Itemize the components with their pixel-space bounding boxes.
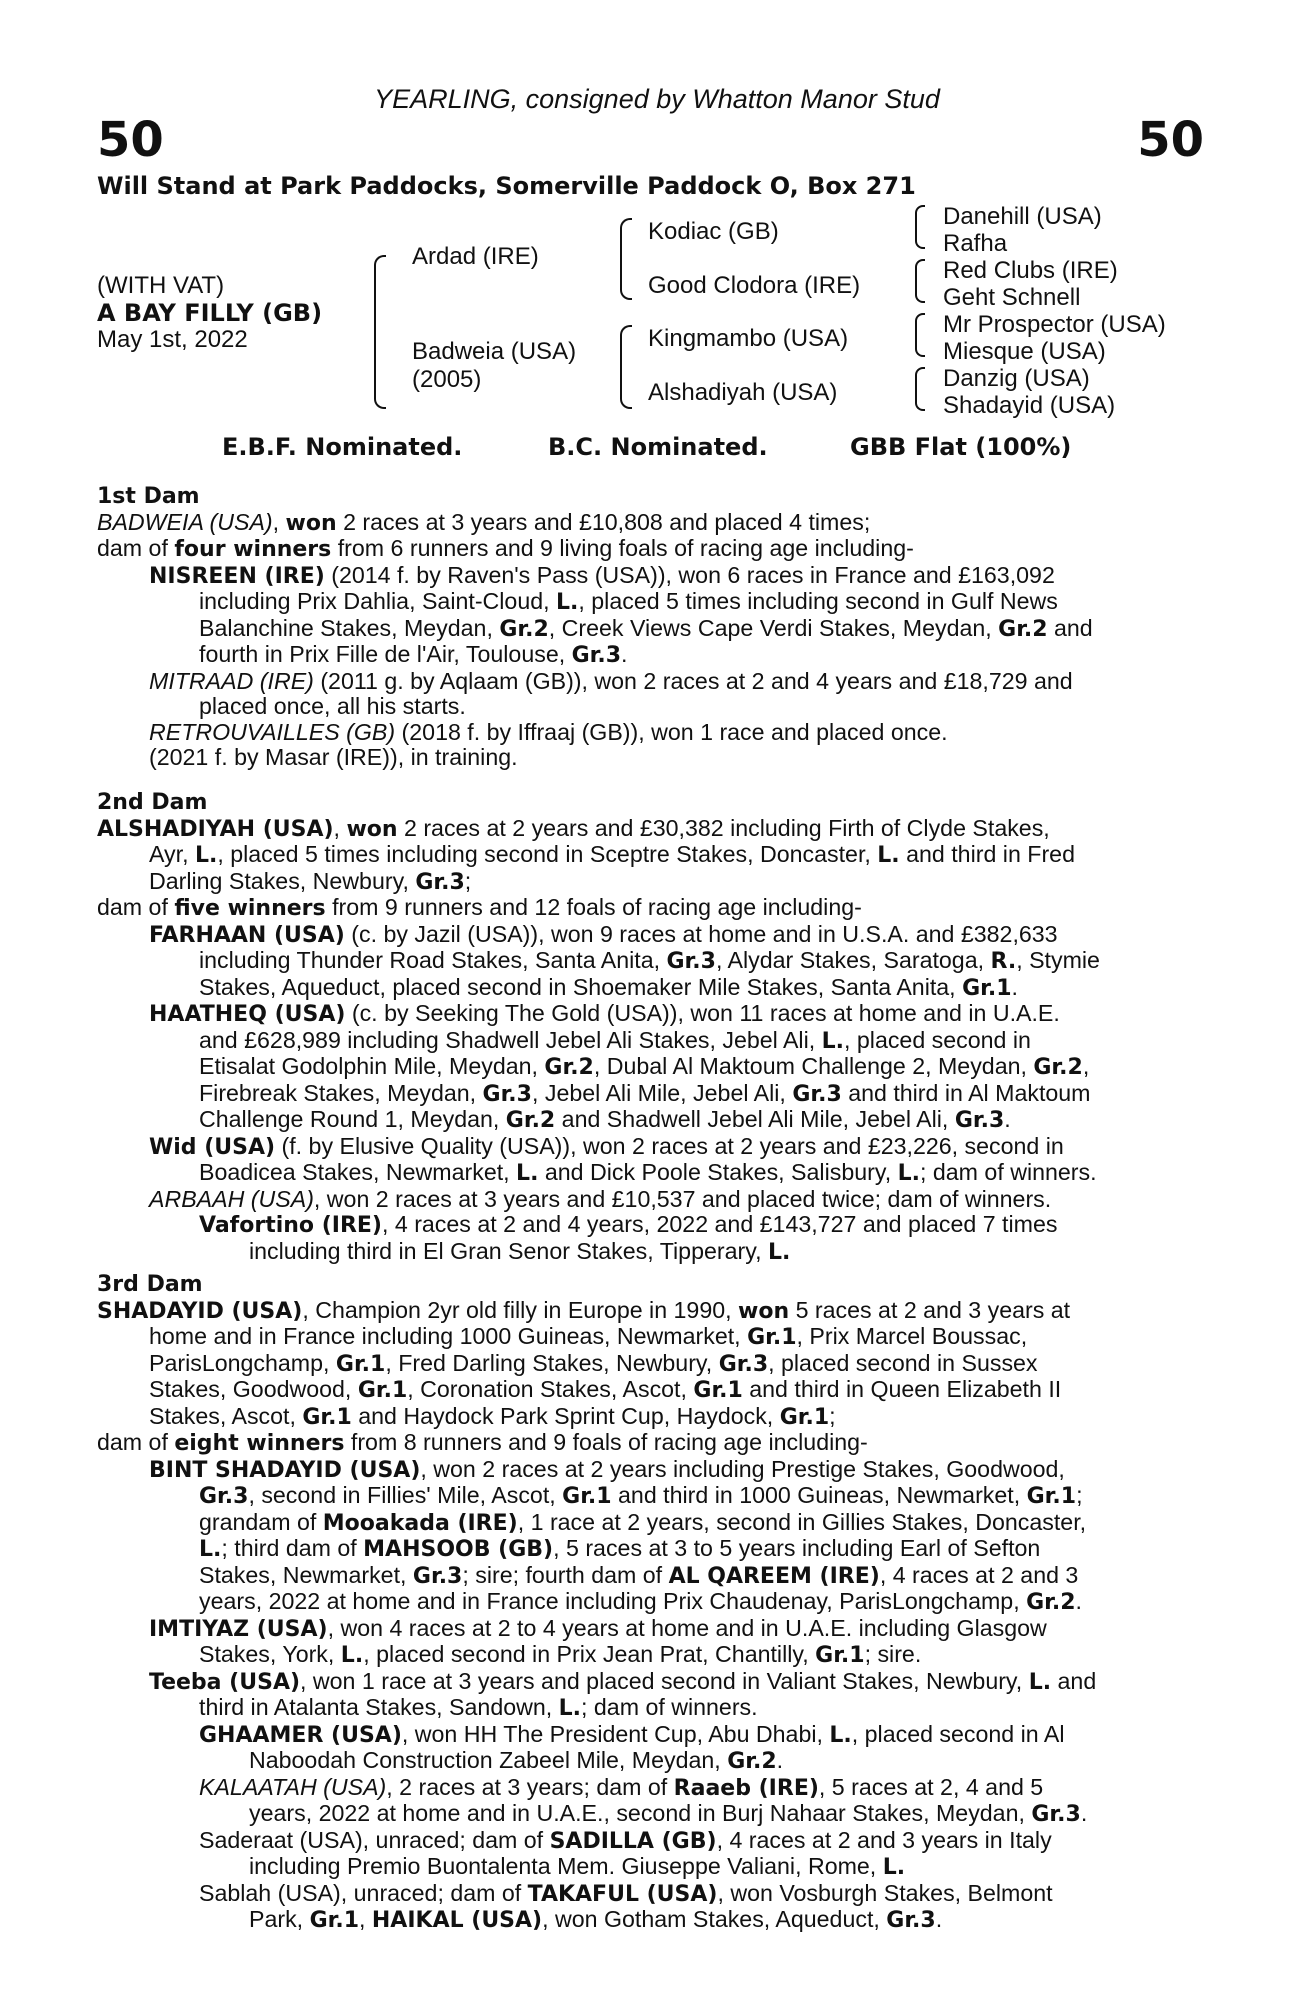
text: Gr.2 <box>544 1055 594 1080</box>
text: , Fred Darling Stakes, Newbury, <box>385 1349 719 1376</box>
text: , 2 races at 3 years; dam of <box>386 1773 674 1800</box>
text: R. <box>990 949 1017 974</box>
text: Raaeb (IRE) <box>673 1775 819 1801</box>
text: Boadicea Stakes, Newmarket, <box>199 1159 517 1185</box>
dam-name: SHADAYID (USA) <box>97 1298 303 1324</box>
great-grandparent: Geht Schnell <box>943 284 1081 311</box>
text: SADILLA (GB) <box>549 1828 717 1854</box>
text: , 4 races at 2 and 4 years, 2022 and £143,727 and placed 7 times <box>381 1211 1058 1237</box>
text: ; <box>464 867 472 894</box>
text: AL QAREEM (IRE) <box>668 1563 880 1589</box>
text: 5 races at 2 and 3 years at <box>789 1296 1071 1323</box>
text: Gr.1 <box>779 1404 830 1430</box>
vat-note: (WITH VAT) <box>97 272 225 299</box>
text: Gr.3 <box>571 643 622 668</box>
bc-nomination: B.C. Nominated. <box>548 433 768 461</box>
consignor-line: YEARLING, consigned by Whatton Manor Stud <box>374 84 940 114</box>
text: Gr.3 <box>415 869 465 895</box>
date-of-birth: May 1st, 2022 <box>97 326 248 353</box>
granddam-2: Alshadiyah (USA) <box>648 379 838 406</box>
text: , second in Fillies' Mile, Ascot, <box>248 1482 563 1508</box>
text: , placed 5 times including second in Gulf News <box>578 588 1058 614</box>
text: , placed 5 times including second in Sceptre Stakes, Doncaster, <box>217 841 878 867</box>
dam-name: ALSHADIYAH (USA) <box>97 816 334 842</box>
text: , Stymie <box>1016 947 1100 973</box>
text: Balanchine Stakes, Meydan, <box>199 614 500 641</box>
text: MAHSOOB (GB) <box>363 1537 554 1562</box>
text: , Prix Marcel Boussac, <box>796 1323 1028 1349</box>
text: Firebreak Stakes, Meydan, <box>199 1079 483 1106</box>
text: dam of <box>97 1429 175 1455</box>
text: , placed second in Al <box>851 1720 1065 1747</box>
text: ; third dam of <box>221 1535 364 1561</box>
stand-location: Will Stand at Park Paddocks, Somerville Paddock O, Box 271 <box>97 172 916 200</box>
text: , placed second in Sussex <box>768 1349 1038 1376</box>
text: Stakes, Newmarket, <box>199 1561 413 1588</box>
text: five winners <box>174 896 326 921</box>
sire: Ardad (IRE) <box>412 243 539 270</box>
progeny-name: MITRAAD (IRE) <box>149 667 314 694</box>
second-dam-section <box>97 790 1197 1265</box>
text: and <box>1047 614 1093 641</box>
great-grandparent: Shadayid (USA) <box>943 392 1116 419</box>
section-heading: 3rd Dam <box>97 1272 203 1297</box>
text: years, 2022 at home and in France including Prix Chaudenay, ParisLongchamp, <box>199 1588 1027 1614</box>
text: including Premio Buontalenta Mem. Giuseppe Valiani, Rome, <box>249 1853 883 1879</box>
section-heading: 2nd Dam <box>97 790 208 815</box>
text: (2018 f. by Iffraaj (GB)), won 1 race and placed once. <box>395 718 948 745</box>
text: L. <box>767 1239 791 1265</box>
dam-line-brace <box>620 325 632 409</box>
text: and <box>1051 1667 1097 1694</box>
great-grandparent: Miesque (USA) <box>943 338 1106 365</box>
text: L. <box>897 1161 920 1186</box>
text: , placed second in <box>844 1026 1031 1053</box>
text: Gr.3 <box>1031 1802 1081 1827</box>
text: and third in 1000 Guineas, Newmarket, <box>611 1482 1027 1508</box>
progeny-name: FARHAAN (USA) <box>149 922 345 948</box>
text: ; dam of winners. <box>581 1694 758 1720</box>
text: L. <box>1028 1669 1052 1695</box>
gbb-flat: GBB Flat (100%) <box>850 433 1072 461</box>
text: and Haydock Park Sprint Cup, Haydock, <box>351 1402 780 1429</box>
lot-number-left: 50 <box>97 112 164 168</box>
great-grandparent: Red Clubs (IRE) <box>943 257 1118 284</box>
text: Park, <box>249 1906 310 1932</box>
text: Gr.2 <box>998 616 1048 642</box>
text: ; sire; fourth dam of <box>462 1561 669 1588</box>
text: eight winners <box>174 1431 345 1456</box>
text: , <box>1082 1053 1090 1079</box>
text: , won 4 races at 2 to 4 years at home and in U.A.E. including Glasgow <box>327 1614 1047 1641</box>
text: Gr.3 <box>412 1563 463 1589</box>
text: , 4 races at 2 and 3 years in Italy <box>716 1826 1052 1853</box>
text: (2014 f. by Raven's Pass (USA)), won 6 races in France and £163,092 <box>324 561 1055 588</box>
horse-name: A BAY FILLY (GB) <box>97 299 323 327</box>
text: , <box>359 1906 372 1932</box>
text: 2 races at 3 years and £10,808 and placed 4 times; <box>336 508 871 535</box>
text: and third in Queen Elizabeth II <box>742 1376 1062 1402</box>
text: Gr.1 <box>309 1908 359 1933</box>
dam-year: (2005) <box>412 366 482 393</box>
dam: Badweia (USA) <box>412 338 577 365</box>
text: Gr.3 <box>482 1081 532 1107</box>
text: dam of <box>97 894 175 920</box>
progeny-name: KALAATAH (USA) <box>199 1773 387 1800</box>
text: Gr.2 <box>1026 1590 1076 1615</box>
third-dam-section <box>97 1272 1197 1934</box>
great-grandparent: Rafha <box>943 230 1008 257</box>
text: , 5 races at 2, 4 and 5 <box>818 1773 1044 1800</box>
section-heading: 1st Dam <box>97 484 200 509</box>
text: third in Atalanta Stakes, Sandown, <box>199 1694 559 1720</box>
progeny-name: Teeba (USA) <box>149 1669 301 1695</box>
text: placed once, all his starts. <box>199 693 466 719</box>
text: , won 2 races at 3 years and £10,537 and placed twice; dam of winners. <box>313 1185 1052 1212</box>
text: , <box>272 508 286 535</box>
text: Gr.1 <box>815 1643 865 1668</box>
text: Gr.1 <box>747 1325 797 1350</box>
text: Gr.1 <box>1026 1484 1077 1509</box>
text: Gr.2 <box>727 1749 777 1774</box>
text: Mooakada (IRE) <box>322 1510 518 1536</box>
progeny-name: Wid (USA) <box>149 1134 276 1160</box>
text: (f. by Elusive Quality (USA)), won 2 races at 2 years and £23,226, second in <box>275 1132 1064 1159</box>
text: won <box>285 510 337 536</box>
text: Etisalat Godolphin Mile, Meydan, <box>199 1053 545 1079</box>
text: L. <box>877 843 900 868</box>
text: . <box>1011 973 1018 1000</box>
text: Gr.1 <box>302 1404 352 1430</box>
text: Saderaat (USA), unraced; dam of <box>199 1826 550 1853</box>
text: Ayr, <box>149 841 195 867</box>
text: Gr.3 <box>718 1351 769 1377</box>
text: , won Gotham Stakes, Aqueduct, <box>542 1906 887 1932</box>
progeny-name: HAATHEQ (USA) <box>149 1002 346 1027</box>
text: Gr.2 <box>1033 1055 1083 1080</box>
progeny-name: Vafortino (IRE) <box>199 1213 382 1238</box>
text: . <box>1004 1106 1011 1132</box>
text: Gr.1 <box>357 1378 408 1403</box>
great-grandparent: Danehill (USA) <box>943 203 1102 230</box>
text: including Prix Dahlia, Saint-Cloud, <box>199 588 557 614</box>
text: L. <box>516 1161 539 1186</box>
text: , won 2 races at 2 years including Prestige Stakes, Goodwood, <box>420 1455 1065 1482</box>
text: Gr.1 <box>562 1484 612 1509</box>
text: Gr.2 <box>505 1108 556 1133</box>
text: Stakes, Goodwood, <box>149 1376 358 1402</box>
text: and £628,989 including Shadwell Jebel Ali Stakes, Jebel Ali, <box>199 1026 822 1053</box>
text: , won 1 race at 3 years and placed second in Valiant Stakes, Newbury, <box>300 1667 1029 1694</box>
text: ; dam of winners. <box>919 1159 1097 1185</box>
text: . <box>935 1906 943 1932</box>
granddam-1: Good Clodora (IRE) <box>648 272 861 299</box>
text: L. <box>340 1643 364 1668</box>
text: and Dick Poole Stakes, Salisbury, <box>538 1159 898 1185</box>
text: , Dubal Al Maktoum Challenge 2, Meydan, <box>593 1053 1034 1079</box>
text: . <box>776 1747 784 1773</box>
text: and Shadwell Jebel Ali Mile, Jebel Ali, <box>555 1106 955 1132</box>
text: L. <box>199 1537 222 1562</box>
text: Gr.3 <box>666 949 716 974</box>
ggs-brace-3 <box>915 313 925 357</box>
sire-line-brace <box>620 218 632 300</box>
text: Gr.3 <box>199 1484 249 1509</box>
text: , 5 races at 3 to 5 years including Earl of Sefton <box>553 1535 1041 1561</box>
text: (2011 g. by Aqlaam (GB)), won 2 races at 2 and 4 years and £18,729 and <box>313 667 1073 694</box>
progeny-name: ARBAAH (USA) <box>149 1185 314 1212</box>
text: Gr.1 <box>335 1351 386 1377</box>
ggs-brace-4 <box>915 367 925 411</box>
text: grandam of <box>199 1508 323 1535</box>
text: . <box>1075 1588 1082 1614</box>
sire-dam-brace <box>374 255 386 409</box>
text: years, 2022 at home and in U.A.E., second in Burj Nahaar Stakes, Meydan, <box>249 1800 1032 1826</box>
text: fourth in Prix Fille de l'Air, Toulouse, <box>199 641 572 667</box>
grandsire-1: Kodiac (GB) <box>648 218 779 245</box>
text: Gr.1 <box>962 975 1012 1001</box>
progeny-name: NISREEN (IRE) <box>149 563 325 589</box>
text: HAIKAL (USA) <box>371 1908 543 1933</box>
text: . <box>621 641 628 667</box>
text: (2021 f. by Masar (IRE)), in training. <box>149 744 518 770</box>
lot-number-right: 50 <box>1137 112 1204 168</box>
text: Gr.1 <box>693 1378 743 1403</box>
text: Stakes, York, <box>199 1641 341 1667</box>
text: , Jebel Ali Mile, Jebel Ali, <box>531 1079 793 1106</box>
text: (c. by Jazil (USA)), won 9 races at home and in U.S.A. and £382,633 <box>344 920 1058 947</box>
text: , 1 race at 2 years, second in Gillies Stakes, Doncaster, <box>517 1508 1087 1535</box>
text: , 4 races at 2 and 3 <box>879 1561 1079 1588</box>
text: including Thunder Road Stakes, Santa Anita, <box>199 947 667 973</box>
text: , won Vosburgh Stakes, Belmont <box>717 1879 1053 1906</box>
text: L. <box>194 843 218 868</box>
text: , placed second in Prix Jean Prat, Chantilly, <box>363 1641 816 1667</box>
text: home and in France including 1000 Guineas, Newmarket, <box>149 1323 748 1349</box>
text: , <box>333 814 347 841</box>
text: Gr.3 <box>792 1081 842 1107</box>
text: , won HH The President Cup, Abu Dhabi, <box>401 1720 830 1747</box>
text: L. <box>556 590 579 615</box>
text: Darling Stakes, Newbury, <box>149 867 416 894</box>
text: Gr.3 <box>954 1108 1005 1133</box>
ggs-brace-2 <box>915 259 925 303</box>
text: from 6 runners and 9 living foals of racing age including- <box>331 535 914 561</box>
text: (c. by Seeking The Gold (USA)), won 11 races at home and in U.A.E. <box>345 1000 1060 1026</box>
text: Challenge Round 1, Meydan, <box>199 1106 506 1132</box>
text: Stakes, Ascot, <box>149 1402 303 1429</box>
text: L. <box>829 1722 852 1748</box>
text: 2 races at 2 years and £30,382 including Firth of Clyde Stakes, <box>397 814 1050 841</box>
text: ; <box>829 1402 836 1429</box>
ggs-brace-1 <box>915 205 925 249</box>
first-dam-section <box>97 484 1197 771</box>
great-grandparent: Danzig (USA) <box>943 365 1090 392</box>
text: ParisLongchamp, <box>149 1349 336 1376</box>
text: Naboodah Construction Zabeel Mile, Meydan, <box>249 1747 728 1773</box>
text: and third in Al Maktoum <box>841 1079 1091 1106</box>
text: and third in Fred <box>899 841 1075 867</box>
text: dam of <box>97 535 175 561</box>
text: L. <box>558 1696 582 1721</box>
text: won <box>738 1298 790 1324</box>
text: four winners <box>174 537 332 562</box>
progeny-name: IMTIYAZ (USA) <box>149 1616 328 1642</box>
grandsire-2: Kingmambo (USA) <box>648 325 849 352</box>
text: including third in El Gran Senor Stakes, Tipperary, <box>249 1237 768 1264</box>
text: Gr.3 <box>886 1908 936 1933</box>
ebf-nomination: E.B.F. Nominated. <box>222 433 463 461</box>
text: . <box>1080 1800 1088 1826</box>
text: , Coronation Stakes, Ascot, <box>407 1376 694 1402</box>
text: TAKAFUL (USA) <box>527 1881 718 1907</box>
text: L. <box>821 1028 845 1054</box>
progeny-name: BINT SHADAYID (USA) <box>149 1457 421 1483</box>
great-grandparent: Mr Prospector (USA) <box>943 311 1166 338</box>
text: L. <box>882 1855 906 1880</box>
progeny-name: RETROUVAILLES (GB) <box>149 718 396 745</box>
text: , Champion 2yr old filly in Europe in 1990, <box>302 1296 739 1323</box>
text: Gr.2 <box>499 616 549 642</box>
text: ; <box>1076 1482 1083 1508</box>
text: , Alydar Stakes, Saratoga, <box>715 947 991 973</box>
text: from 9 runners and 12 foals of racing age including- <box>325 894 862 920</box>
text: Stakes, Aqueduct, placed second in Shoemaker Mile Stakes, Santa Anita, <box>199 973 963 1000</box>
progeny-name: GHAAMER (USA) <box>199 1722 402 1748</box>
text: Sablah (USA), unraced; dam of <box>199 1879 528 1906</box>
text: won <box>346 816 398 842</box>
text: , Creek Views Cape Verdi Stakes, Meydan, <box>548 614 999 641</box>
text: from 8 runners and 9 foals of racing age including- <box>344 1429 868 1455</box>
text: ; sire. <box>864 1641 922 1667</box>
dam-name: BADWEIA (USA) <box>97 508 273 535</box>
